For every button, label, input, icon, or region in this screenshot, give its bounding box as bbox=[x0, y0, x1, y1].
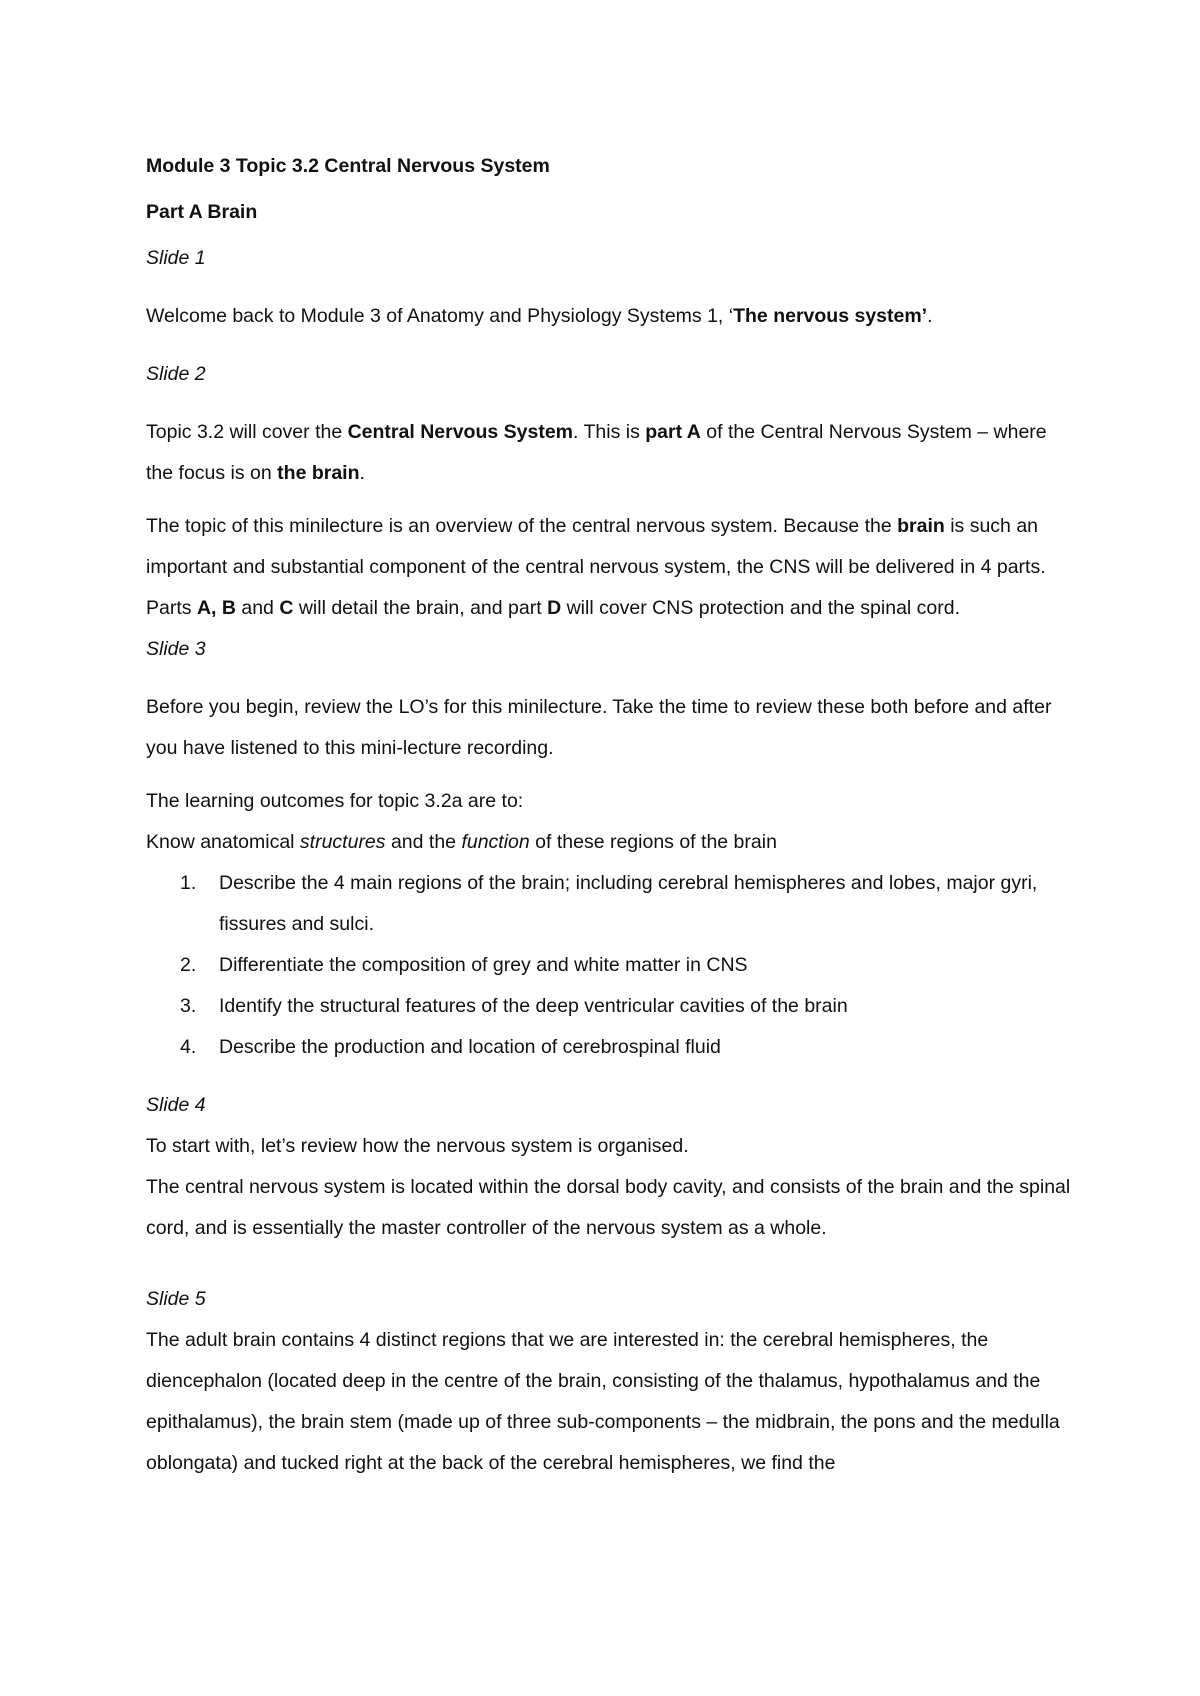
slide-3-paragraph-1: Before you begin, review the LO’s for this minilecture. Take the time to review these both before and after you have listened to this mini-lecture recording. bbox=[146, 696, 1052, 759]
slide-1-paragraph: Welcome back to Module 3 of Anatomy and Physiology Systems 1, ‘The nervous system’. bbox=[146, 305, 933, 327]
part-heading: Part A Brain bbox=[146, 201, 258, 223]
slide-2-paragraph-1: Topic 3.2 will cover the Central Nervous System. This is part A of the Central Nervous System – where the focus is on the brain. bbox=[146, 421, 1047, 484]
slide-2-label: Slide 2 bbox=[146, 363, 206, 385]
slide-4-paragraph-2: The central nervous system is located within the dorsal body cavity, and consists of the brain and the spinal cord, and is essentially the master controller of the nervous system as a whole. bbox=[146, 1176, 1071, 1239]
list-item: 3. Identify the structural features of the deep ventricular cavities of the brain bbox=[180, 995, 848, 1017]
slide-1-label: Slide 1 bbox=[146, 247, 206, 269]
slide-5-label: Slide 5 bbox=[146, 1288, 206, 1310]
slide-3-know-line: Know anatomical structures and the function of these regions of the brain bbox=[146, 831, 777, 853]
list-item: 4. Describe the production and location of cerebrospinal fluid bbox=[180, 1036, 721, 1058]
slide-3-label: Slide 3 bbox=[146, 638, 206, 660]
slide-5-paragraph-1: The adult brain contains 4 distinct regions that we are interested in: the cerebral hemispheres, the diencephalon (located deep in the centre of the brain, consisting of the thalamus, hypothalamus and the epithalamus), the brain stem (made up of three sub-components – the midbrain, the pons and the medulla oblongata) and tucked right at the back of the cerebral hemispheres, we find the bbox=[146, 1329, 1060, 1474]
slide-4-label: Slide 4 bbox=[146, 1094, 206, 1116]
list-item: 1. Describe the 4 main regions of the brain; including cerebral hemispheres and lobes, major gyri, fissures and sulci. bbox=[180, 872, 1038, 935]
learning-outcomes-list bbox=[146, 863, 1076, 1068]
document-title: Module 3 Topic 3.2 Central Nervous System bbox=[146, 155, 550, 177]
list-item: 2. Differentiate the composition of grey and white matter in CNS bbox=[180, 954, 748, 976]
slide-4-paragraph-1: To start with, let’s review how the nervous system is organised. bbox=[146, 1135, 689, 1157]
slide-3-outcomes-intro: The learning outcomes for topic 3.2a are to: bbox=[146, 790, 524, 812]
slide-2-paragraph-2: The topic of this minilecture is an overview of the central nervous system. Because the brain is such an important and substantial component of the central nervous system, the CNS will be delivered in 4 parts. Parts A, B and C will detail the brain, and part D will cover CNS protection and the spinal cord. bbox=[146, 515, 1046, 619]
document-body bbox=[146, 146, 1076, 1484]
